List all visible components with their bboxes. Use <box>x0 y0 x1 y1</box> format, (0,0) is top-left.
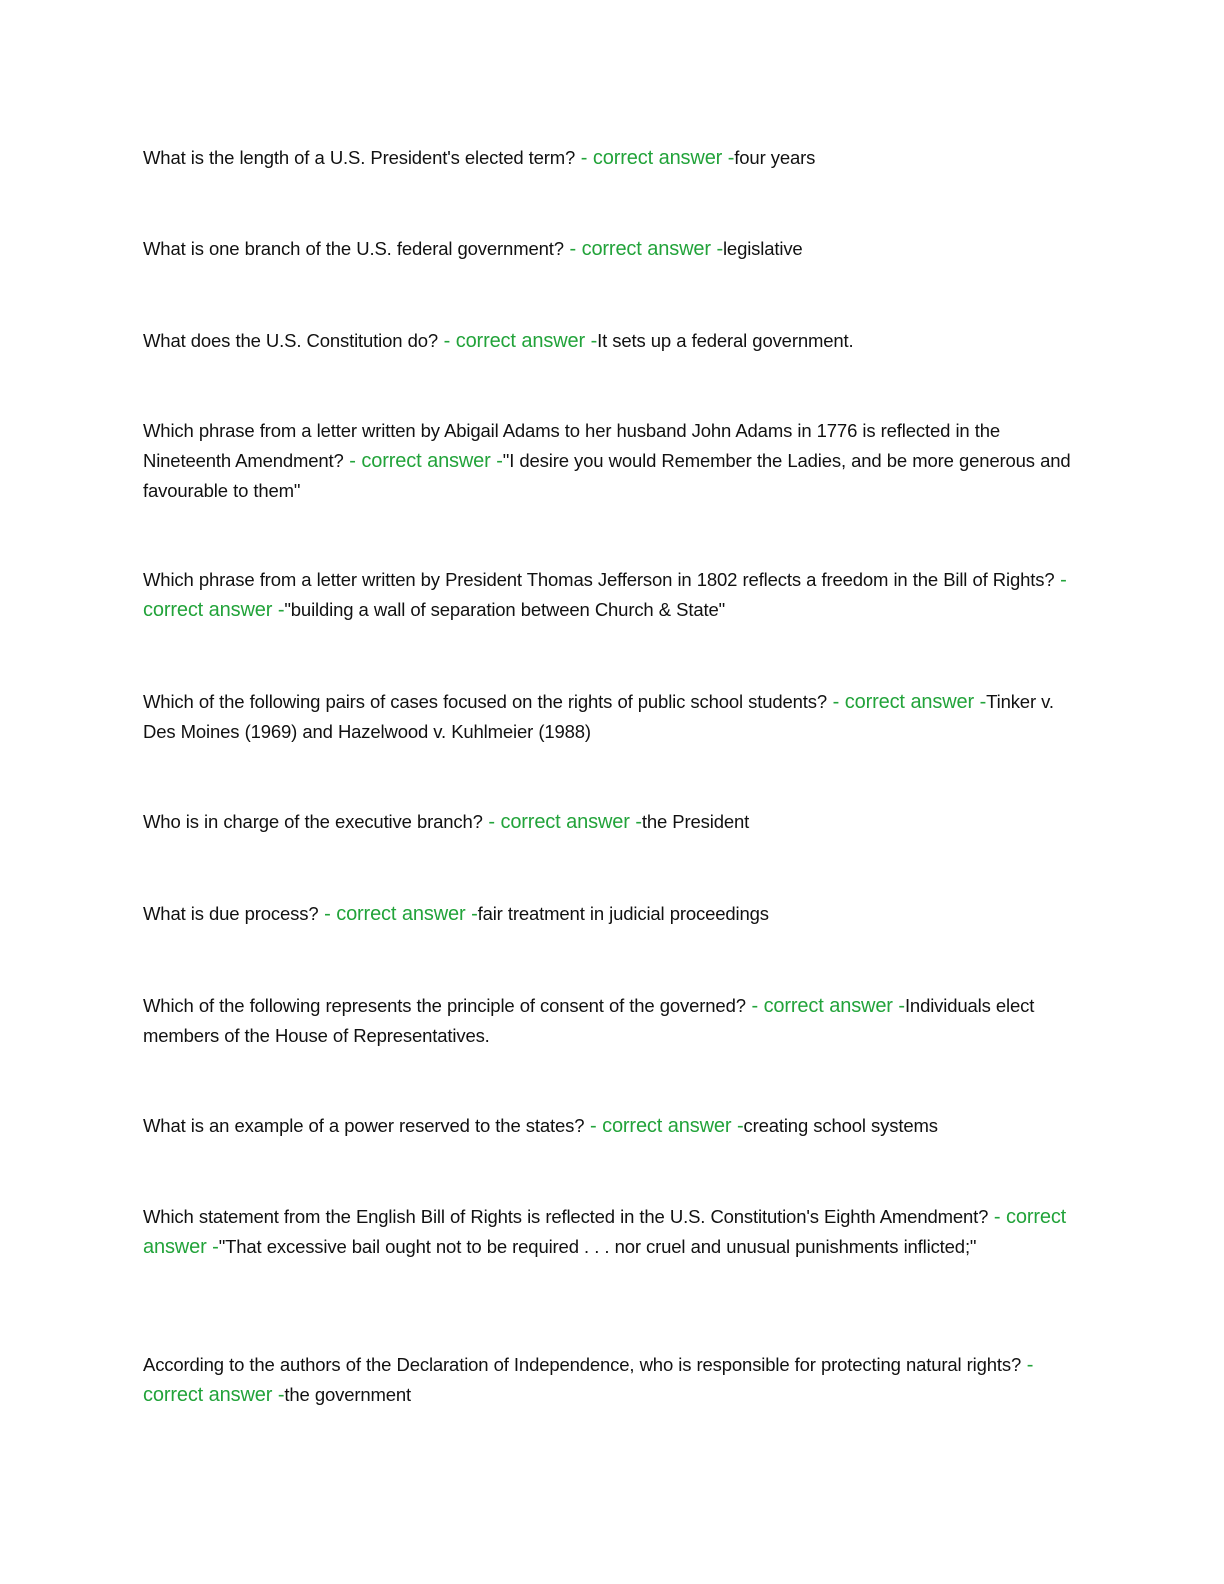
correct-answer-marker: - correct answer - <box>343 450 503 472</box>
qa-item <box>143 143 1078 173</box>
answer-text: creating school systems <box>743 1115 938 1136</box>
question-text: According to the authors of the Declaration of Independence, who is responsible for protecting natural rights? <box>143 1354 1022 1375</box>
question-text: Which phrase from a letter written by President Thomas Jefferson in 1802 reflects a freedom in the Bill of Rights? <box>143 569 1055 590</box>
answer-text: "building a wall of separation between Church & State" <box>284 599 726 620</box>
qa-item <box>143 807 1078 837</box>
qa-item <box>143 565 1078 625</box>
qa-item <box>143 991 1078 1051</box>
answer-text: "That excessive bail ought not to be required . . . nor cruel and unusual punishments inflicted;" <box>218 1236 977 1257</box>
question-text: What is due process? <box>143 903 319 924</box>
correct-answer-marker: - correct answer - <box>143 1354 1034 1406</box>
qa-item <box>143 326 1078 356</box>
qa-item <box>143 899 1078 929</box>
correct-answer-marker: - correct answer - <box>143 1206 1067 1258</box>
correct-answer-marker: - correct answer - <box>827 691 987 713</box>
answer-text: Individuals elect members of the House of Representatives. <box>143 995 1035 1046</box>
correct-answer-marker: - correct answer - <box>438 330 598 352</box>
answer-text: four years <box>734 147 816 168</box>
correct-answer-marker: - correct answer - <box>143 569 1067 621</box>
correct-answer-marker: - correct answer - <box>482 811 642 833</box>
answer-text: It sets up a federal government. <box>597 330 854 351</box>
qa-item <box>143 1111 1078 1141</box>
answer-text: "I desire you would Remember the Ladies, and be more generous and favourable to them" <box>143 450 1071 501</box>
question-text: What does the U.S. Constitution do? <box>143 330 439 351</box>
question-text: What is one branch of the U.S. federal government? <box>143 238 564 259</box>
question-text: What is an example of a power reserved to the states? <box>143 1115 585 1136</box>
qa-item <box>143 1350 1078 1410</box>
question-text: Which of the following represents the principle of consent of the governed? <box>143 995 746 1016</box>
question-text: Which phrase from a letter written by Abigail Adams to her husband John Adams in 1776 is reflected in the Nineteenth Amendment? <box>143 420 1000 471</box>
qa-item <box>143 416 1078 506</box>
qa-item <box>143 687 1078 747</box>
question-text: Which statement from the English Bill of Rights is reflected in the U.S. Constitution's Eighth Amendment? <box>143 1206 989 1227</box>
correct-answer-marker: - correct answer - <box>318 903 478 925</box>
qa-item <box>143 1202 1078 1262</box>
correct-answer-marker: - correct answer - <box>563 238 723 260</box>
correct-answer-marker: - correct answer - <box>745 995 905 1017</box>
question-text: Who is in charge of the executive branch? <box>143 811 483 832</box>
answer-text: Tinker v. Des Moines (1969) and Hazelwood v. Kuhlmeier (1988) <box>143 691 1054 742</box>
question-text: Which of the following pairs of cases focused on the rights of public school students? <box>143 691 828 712</box>
question-text: What is the length of a U.S. President's elected term? <box>143 147 576 168</box>
qa-item <box>143 234 1078 264</box>
correct-answer-marker: - correct answer - <box>584 1115 744 1137</box>
answer-text: fair treatment in judicial proceedings <box>477 903 769 924</box>
answer-text: the government <box>284 1384 412 1405</box>
answer-text: legislative <box>722 238 803 259</box>
correct-answer-marker: - correct answer - <box>575 147 735 169</box>
answer-text: the President <box>641 811 750 832</box>
